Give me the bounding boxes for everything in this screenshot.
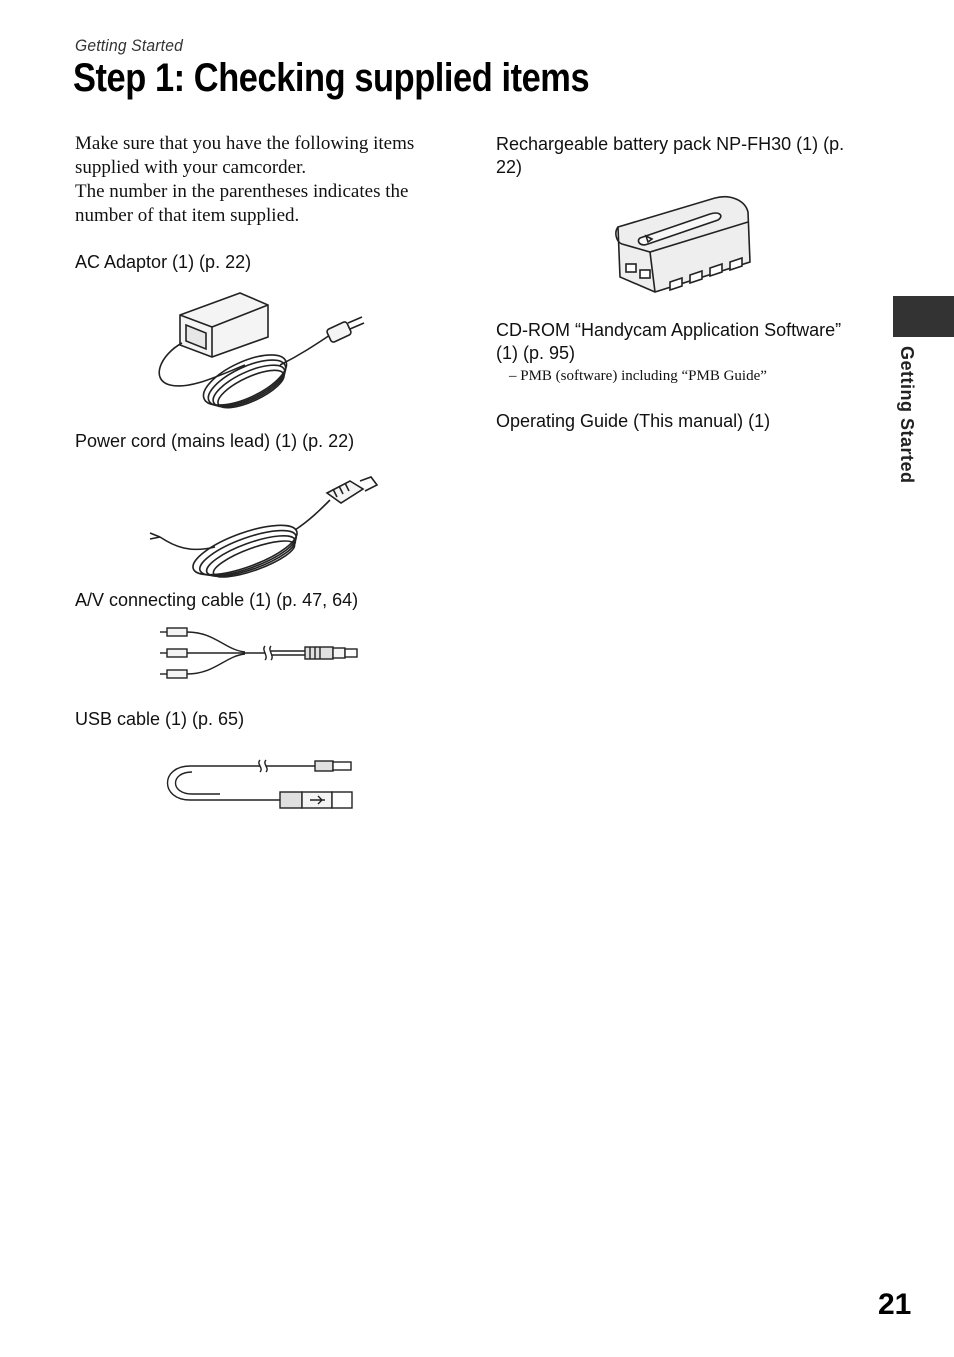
page-number: 21 [878,1288,912,1321]
side-tab-marker [893,296,954,337]
item-usb-cable: USB cable (1) (p. 65) [75,709,245,729]
item-battery: Rechargeable battery pack NP-FH30 (1) (p. 22) [496,134,845,177]
intro-text [75,132,455,228]
item-cdrom: CD-ROM “Handycam Application Software” (1) (p. 95) [496,320,842,363]
usb-cable-illustration [160,752,360,812]
item-av-cable: A/V connecting cable (1) (p. 47, 64) [75,590,359,610]
battery-illustration [610,192,760,307]
item-operating-guide: Operating Guide (This manual) (1) [496,411,771,431]
ac-adaptor-illustration [150,285,380,420]
item-ac-adaptor: AC Adaptor (1) (p. 22) [75,252,252,272]
item-cdrom-note: – PMB (software) including “PMB Guide” [509,368,767,384]
section-kicker: Getting Started [75,36,183,55]
power-cord-illustration [145,465,385,580]
side-tab-label: Getting Started [897,346,917,484]
item-power-cord: Power cord (mains lead) (1) (p. 22) [75,431,355,451]
intro-line-2: The number in the parentheses indicates the number of that item supplied. [75,181,409,226]
page-title: Step 1: Checking supplied items [73,56,590,100]
av-cable-illustration [155,622,365,682]
intro-line-1: Make sure that you have the following items supplied with your camcorder. [75,133,415,178]
